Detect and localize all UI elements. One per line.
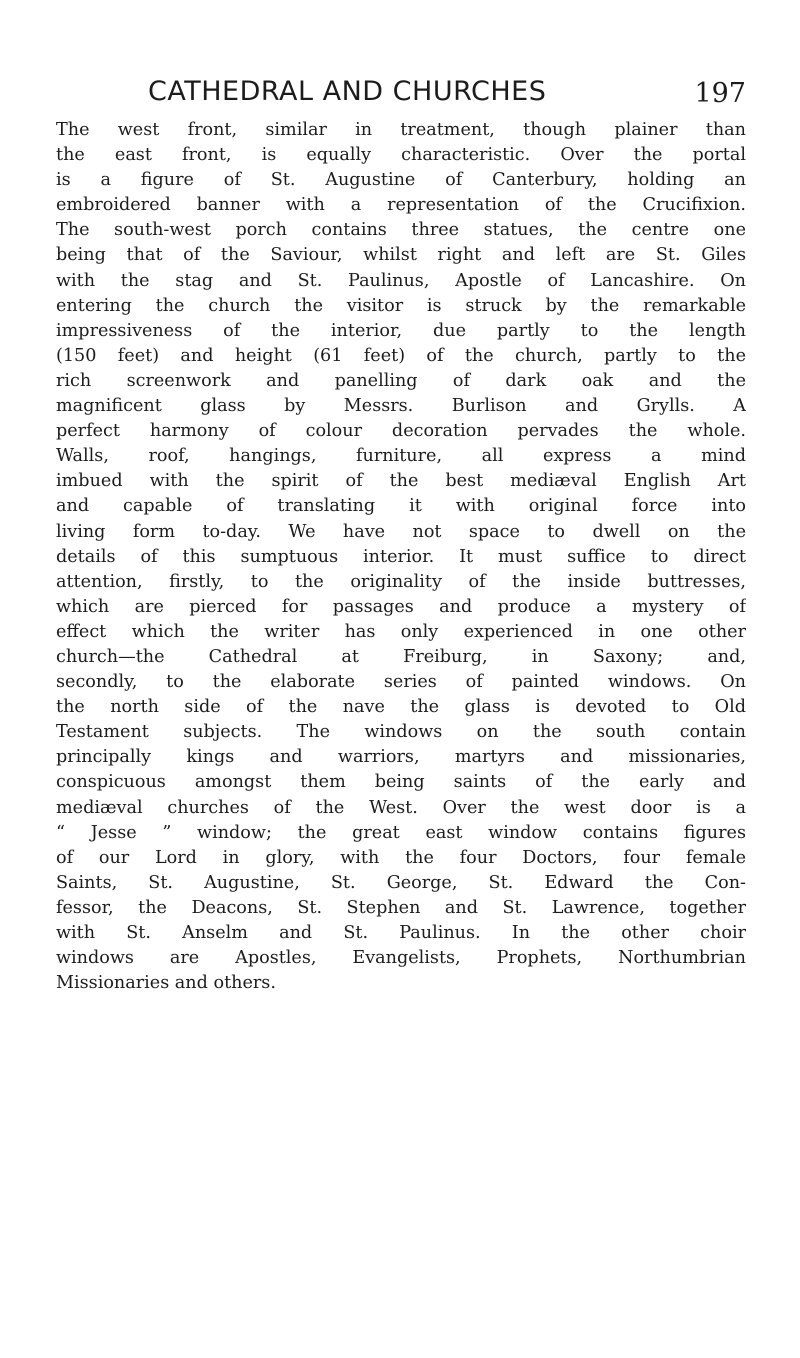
text-line: Walls, roof, hangings, furniture, all express a mind (56, 446, 746, 467)
text-line: Saints, St. Augustine, St. George, St. Edward the Con- (56, 872, 746, 893)
text-line: impressiveness of the interior, due partly to the length (56, 320, 746, 341)
text-line: rich screenwork and panelling of dark oak and the (56, 370, 746, 391)
text-line: details of this sumptuous interior. It must suffice to direct (56, 546, 746, 567)
text-line: which are pierced for passages and produce a mystery of (56, 596, 746, 617)
text-line: fessor, the Deacons, St. Stephen and St. Lawrence, together (56, 897, 746, 918)
text-line: “ Jesse ” window; the great east window contains figures (56, 822, 746, 843)
text-line: being that of the Saviour, whilst right and left are St. Giles (56, 245, 746, 266)
text-line: (150 feet) and height (61 feet) of the church, partly to the (56, 345, 746, 366)
text-line: secondly, to the elaborate series of painted windows. On (56, 672, 746, 693)
text-line: The west front, similar in treatment, though plainer than (56, 120, 746, 140)
text-line: Testament subjects. The windows on the south contain (56, 722, 746, 743)
running-head (56, 76, 746, 116)
text-line: principally kings and warriors, martyrs and missionaries, (56, 747, 746, 768)
body-text (56, 118, 746, 996)
text-line: of our Lord in glory, with the four Doctors, four female (56, 847, 746, 868)
text-line: and capable of translating it with original force into (56, 496, 746, 517)
text-line: The south-west porch contains three statues, the centre one (56, 220, 746, 241)
text-line: perfect harmony of colour decoration pervades the whole. (56, 421, 746, 442)
text-line: entering the church the visitor is struck by the remarkable (56, 295, 746, 316)
text-line: is a figure of St. Augustine of Canterbury, holding an (56, 170, 746, 191)
text-line: with St. Anselm and St. Paulinus. In the other choir (56, 923, 746, 943)
page-number: 197 (694, 78, 746, 109)
running-title: CATHEDRAL AND CHURCHES (148, 76, 547, 107)
text-line: the north side of the nave the glass is devoted to Old (56, 697, 746, 718)
text-line: Missionaries and others. (56, 973, 276, 994)
text-line: mediæval churches of the West. Over the west door is a (56, 797, 746, 818)
text-line: embroidered banner with a representation of the Crucifixion. (56, 195, 746, 216)
text-line: conspicuous amongst them being saints of the early and (56, 772, 746, 793)
text-line: with the stag and St. Paulinus, Apostle of Lancashire. On (56, 270, 746, 291)
text-line: imbued with the spirit of the best mediæval English Art (56, 471, 746, 492)
text-line: church—the Cathedral at Freiburg, in Saxony; and, (56, 646, 746, 667)
text-line: windows are Apostles, Evangelists, Prophets, Northumbrian (56, 948, 746, 969)
text-line: the east front, is equally characteristic. Over the portal (56, 145, 746, 166)
text-line: magnificent glass by Messrs. Burlison and Grylls. A (56, 396, 746, 417)
text-line: effect which the writer has only experienced in one other (56, 621, 746, 642)
text-line: living form to-day. We have not space to dwell on the (56, 521, 746, 542)
text-line: attention, firstly, to the originality of the inside buttresses, (56, 571, 746, 592)
